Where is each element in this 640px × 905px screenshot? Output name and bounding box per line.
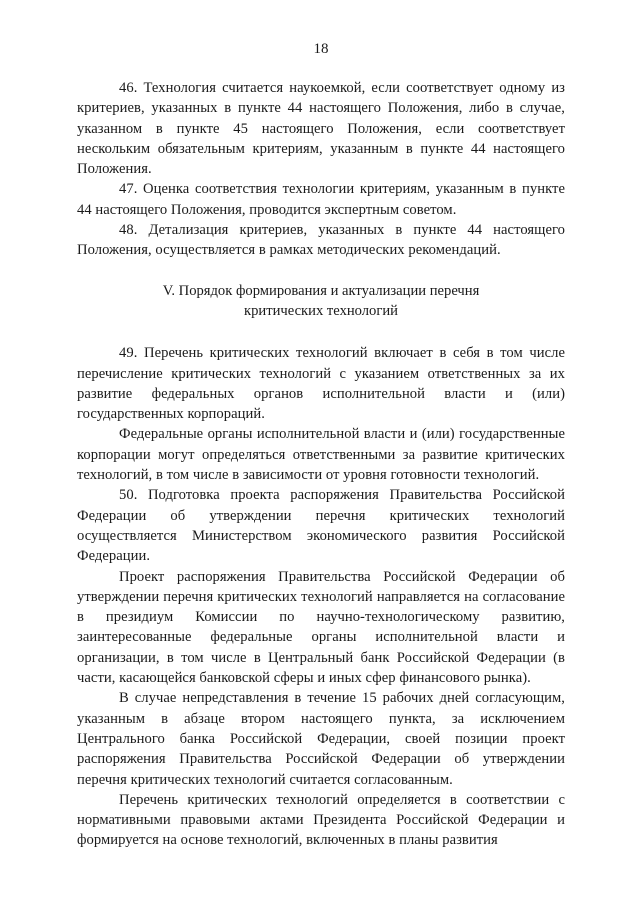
paragraph-50-silence-consent: В случае непредставления в течение 15 рабочих дней согласующим, указанным в абзаце втором настоящего пункта, за исключением Центрального банка Российской Федерации, своей позиции проект распоряжения Правительства Российской Федерации об утверждении перечня критических технологий считается согласованным. [77, 690, 565, 788]
paragraph-48: 48. Детализация критериев, указанных в пункте 44 настоящего Положения, осуществляется в рамках методических рекомендаций. [77, 222, 565, 259]
paragraph-46: 46. Технология считается наукоемкой, если соответствует одному из критериев, указанных в пункте 44 настоящего Положения, либо в случае, указанном в пункте 45 настоящего Положения, если соответствует нескольким обязательным критериям, указанным в пункте 44 настоящего Положения. [77, 80, 565, 178]
paragraph-50-approval: Проект распоряжения Правительства Российской Федерации об утверждении перечня критических технологий направляется на согласование в президиум Комиссии по научно-технологическому развитию, заинтересованные федеральные органы исполнительной власти и организации, в том числе в Центральный банк Российской Федерации (в части, касающейся банковской сферы и иных сфер финансового рынка). [77, 568, 565, 687]
paragraph-49-continuation: Федеральные органы исполнительной власти и (или) государственные корпорации могут определяться ответственными за развитие критических технологий, в том числе в зависимости от уровня готовности технологий. [77, 426, 565, 484]
paragraph-50-list-basis: Перечень критических технологий определяется в соответствии с нормативными правовыми актами Президента Российской Федерации и формируется на основе технологий, включенных в планы развития [77, 791, 565, 849]
section-heading-line-2: критических технологий [244, 302, 398, 319]
paragraph-49: 49. Перечень критических технологий включает в себя в том числе перечисление критических технологий с указанием ответственных за их развитие федеральных органов исполнительной власти и (или) государственных корпораций. [77, 345, 565, 423]
paragraph-47: 47. Оценка соответствия технологии критериям, указанным в пункте 44 настоящего Положения, проводится экспертным советом. [77, 181, 565, 218]
section-heading-line-1: V. Порядок формирования и актуализации перечня [162, 282, 480, 299]
page-number: 18 [313, 41, 329, 57]
section-heading [77, 281, 565, 322]
paragraph-50: 50. Подготовка проекта распоряжения Правительства Российской Федерации об утверждении перечня критических технологий осуществляется Министерством экономического развития Российской Федерации. [77, 487, 565, 565]
document-body [77, 78, 565, 851]
